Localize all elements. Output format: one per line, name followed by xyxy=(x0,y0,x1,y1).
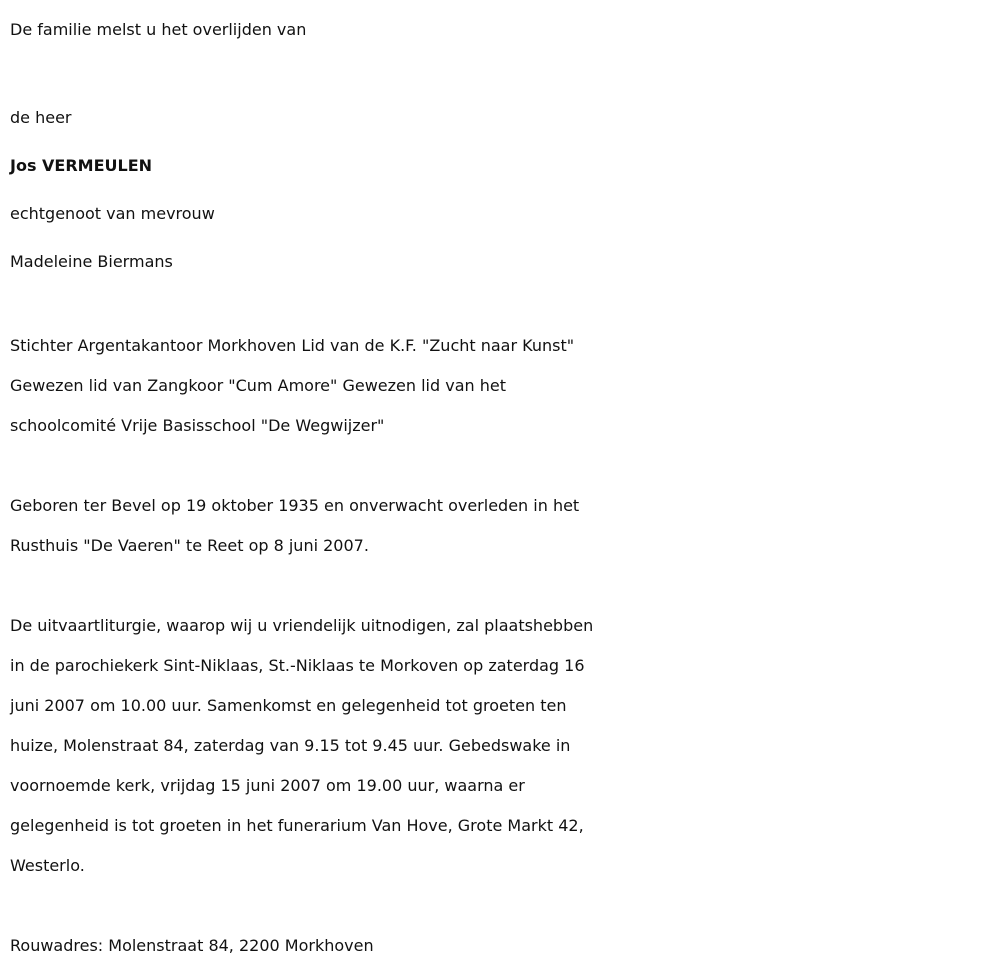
funeral-line: De uitvaartliturgie, waarop wij u vriendelijk uitnodigen, zal plaatshebben xyxy=(10,616,594,635)
spacer xyxy=(10,54,995,94)
birth-death-paragraph xyxy=(10,486,995,566)
deceased-last-name: VERMEULEN xyxy=(42,156,153,175)
spacer xyxy=(10,446,995,486)
spouse-label: echtgenoot van mevrouw xyxy=(10,204,215,223)
birth-death-line: Rusthuis "De Vaeren" te Reet op 8 juni 2007. xyxy=(10,536,369,555)
funeral-line: gelegenheid is tot groeten in het funerarium Van Hove, Grote Markt 42, xyxy=(10,816,584,835)
bio-line: Gewezen lid van Zangkoor "Cum Amore" Gewezen lid van het xyxy=(10,376,506,395)
intro-text: De familie melst u het overlijden van xyxy=(10,20,307,39)
bio-line: Stichter Argentakantoor Morkhoven Lid van de K.F. "Zucht naar Kunst" xyxy=(10,336,575,355)
mourning-address: Rouwadres: Molenstraat 84, 2200 Morkhoven xyxy=(10,936,374,955)
funeral-line: huize, Molenstraat 84, zaterdag van 9.15 tot 9.45 uur. Gebedswake in xyxy=(10,736,571,755)
spacer xyxy=(10,566,995,606)
funeral-line: voornoemde kerk, vrijdag 15 juni 2007 om 19.00 uur, waarna er xyxy=(10,776,525,795)
birth-death-line: Geboren ter Bevel op 19 oktober 1935 en onverwacht overleden in het xyxy=(10,496,580,515)
deceased-name xyxy=(10,142,995,190)
bio-paragraph xyxy=(10,326,995,446)
funeral-line: Westerlo. xyxy=(10,856,85,875)
funeral-line: juni 2007 om 10.00 uur. Samenkomst en gelegenheid tot groeten ten xyxy=(10,696,567,715)
funeral-paragraph xyxy=(10,606,995,886)
spacer xyxy=(10,286,995,326)
title-text: de heer xyxy=(10,108,72,127)
funeral-line: in de parochiekerk Sint-Niklaas, St.-Niklaas te Morkoven op zaterdag 16 xyxy=(10,656,585,675)
bio-line: schoolcomité Vrije Basisschool "De Wegwijzer" xyxy=(10,416,385,435)
spouse-name: Madeleine Biermans xyxy=(10,252,173,271)
obituary-notice xyxy=(10,6,995,966)
deceased-first-name: Jos xyxy=(10,156,37,175)
spacer xyxy=(10,886,995,926)
